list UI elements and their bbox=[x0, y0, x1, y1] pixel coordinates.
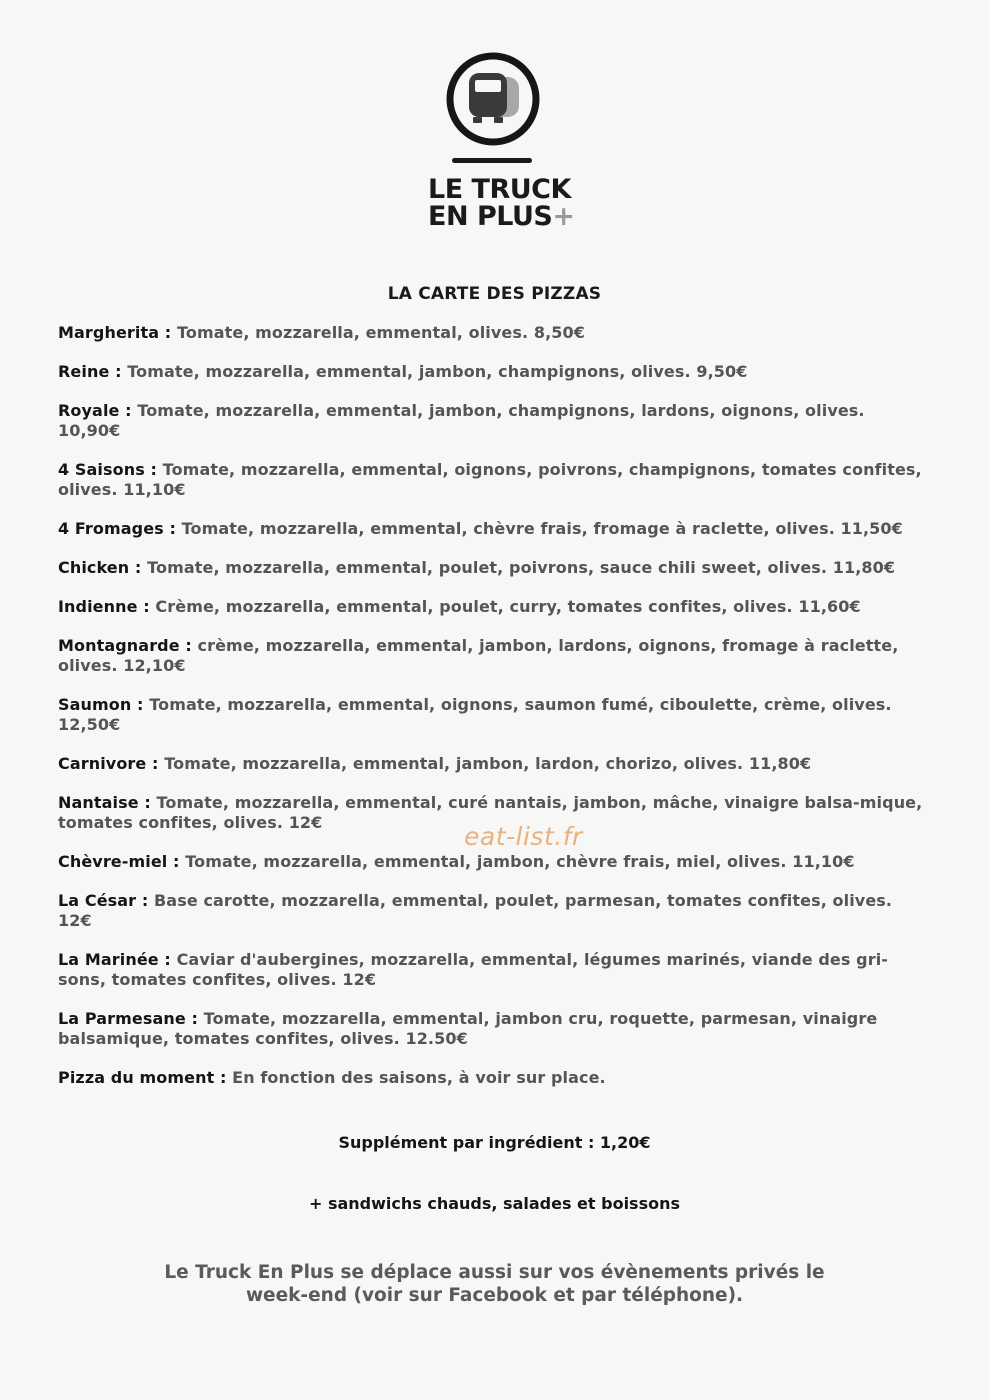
menu-item bbox=[58, 695, 928, 735]
pizza-name: Montagnarde : bbox=[58, 636, 192, 655]
brand-name bbox=[428, 176, 608, 230]
pizza-description: Tomate, mozzarella, emmental, oignons, saumon fumé, ciboulette, crème, olives. 12,50€ bbox=[58, 695, 892, 734]
pizza-name: Chicken : bbox=[58, 558, 142, 577]
pizza-name: La César : bbox=[58, 891, 149, 910]
pizza-description: Tomate, mozzarella, emmental, jambon, chèvre frais, miel, olives. 11,10€ bbox=[179, 852, 855, 871]
pizza-list bbox=[58, 323, 928, 1107]
pizza-description: Tomate, mozzarella, emmental, jambon cru, roquette, parmesan, vinaigre balsamique, tomates confites, olives. 12.50€ bbox=[58, 1009, 878, 1048]
pizza-name: Nantaise : bbox=[58, 793, 151, 812]
pizza-name: La Parmesane : bbox=[58, 1009, 199, 1028]
pizza-description: Tomate, mozzarella, emmental, oignons, poivrons, champignons, tomates confites, olives. 11,10€ bbox=[58, 460, 922, 499]
pizza-name: Saumon : bbox=[58, 695, 144, 714]
page-title: LA CARTE DES PIZZAS bbox=[387, 284, 602, 304]
menu-item bbox=[58, 950, 928, 990]
menu-item bbox=[58, 636, 928, 676]
menu-item bbox=[58, 401, 928, 441]
pizza-name: Reine : bbox=[58, 362, 122, 381]
pizza-name: 4 Fromages : bbox=[58, 519, 176, 538]
pizza-description: Base carotte, mozzarella, emmental, poulet, parmesan, tomates confites, olives. 12€ bbox=[58, 891, 893, 930]
menu-item bbox=[58, 1009, 928, 1049]
menu-item bbox=[58, 362, 928, 382]
pizza-name: Indienne : bbox=[58, 597, 150, 616]
pizza-description: Tomate, mozzarella, emmental, chèvre frais, fromage à raclette, olives. 11,50€ bbox=[175, 519, 903, 538]
brand-line-2: EN PLUS bbox=[428, 201, 553, 232]
footer-note: Le Truck En Plus se déplace aussi sur vos évènements privés le week-end (voir sur Facebook et par téléphone). bbox=[164, 1262, 825, 1306]
pizza-description: En fonction des saisons, à voir sur place. bbox=[226, 1068, 606, 1087]
pizza-name: Margherita : bbox=[58, 323, 172, 342]
pizza-description: Tomate, mozzarella, emmental, olives. 8,50€ bbox=[171, 323, 585, 342]
supplement-note: Supplément par ingrédient : 1,20€ bbox=[338, 1133, 651, 1152]
pizza-name: Pizza du moment : bbox=[58, 1068, 227, 1087]
extras-note: + sandwichs chauds, salades et boissons bbox=[308, 1194, 680, 1213]
pizza-description: crème, mozzarella, emmental, jambon, lardons, oignons, fromage à raclette, olives. 12,10€ bbox=[58, 636, 899, 675]
pizza-name: Chèvre-miel : bbox=[58, 852, 180, 871]
logo bbox=[0, 48, 989, 248]
pizza-name: Royale : bbox=[58, 401, 132, 420]
logo-divider bbox=[452, 158, 532, 163]
truck-icon bbox=[445, 51, 541, 147]
menu-item bbox=[58, 1068, 928, 1088]
pizza-description: Caviar d'aubergines, mozzarella, emmental, légumes marinés, viande des gri-sons, tomates confites, olives. 12€ bbox=[58, 950, 889, 989]
menu-item bbox=[58, 597, 928, 617]
menu-item bbox=[58, 852, 928, 872]
pizza-description: Tomate, mozzarella, emmental, poulet, poivrons, sauce chili sweet, olives. 11,80€ bbox=[141, 558, 896, 577]
pizza-name: La Marinée : bbox=[58, 950, 171, 969]
pizza-description: Tomate, mozzarella, emmental, curé nantais, jambon, mâche, vinaigre balsa-mique, tomates confites, olives. 12€ bbox=[58, 793, 923, 832]
pizza-description: Crème, mozzarella, emmental, poulet, curry, tomates confites, olives. 11,60€ bbox=[149, 597, 861, 616]
pizza-name: 4 Saisons : bbox=[58, 460, 158, 479]
brand-line-1: LE TRUCK bbox=[428, 174, 571, 205]
pizza-description: Tomate, mozzarella, emmental, jambon, lardon, chorizo, olives. 11,80€ bbox=[158, 754, 812, 773]
pizza-description: Tomate, mozzarella, emmental, jambon, champignons, olives. 9,50€ bbox=[121, 362, 748, 381]
menu-item bbox=[58, 754, 928, 774]
pizza-name: Carnivore : bbox=[58, 754, 159, 773]
menu-item bbox=[58, 460, 928, 500]
watermark: eat-list.fr bbox=[464, 822, 583, 851]
menu-item bbox=[58, 891, 928, 931]
pizza-description: Tomate, mozzarella, emmental, jambon, champignons, lardons, oignons, olives. 10,90€ bbox=[58, 401, 865, 440]
menu-item bbox=[58, 558, 928, 578]
menu-item bbox=[58, 323, 928, 343]
menu-item bbox=[58, 519, 928, 539]
brand-plus: + bbox=[552, 201, 575, 232]
